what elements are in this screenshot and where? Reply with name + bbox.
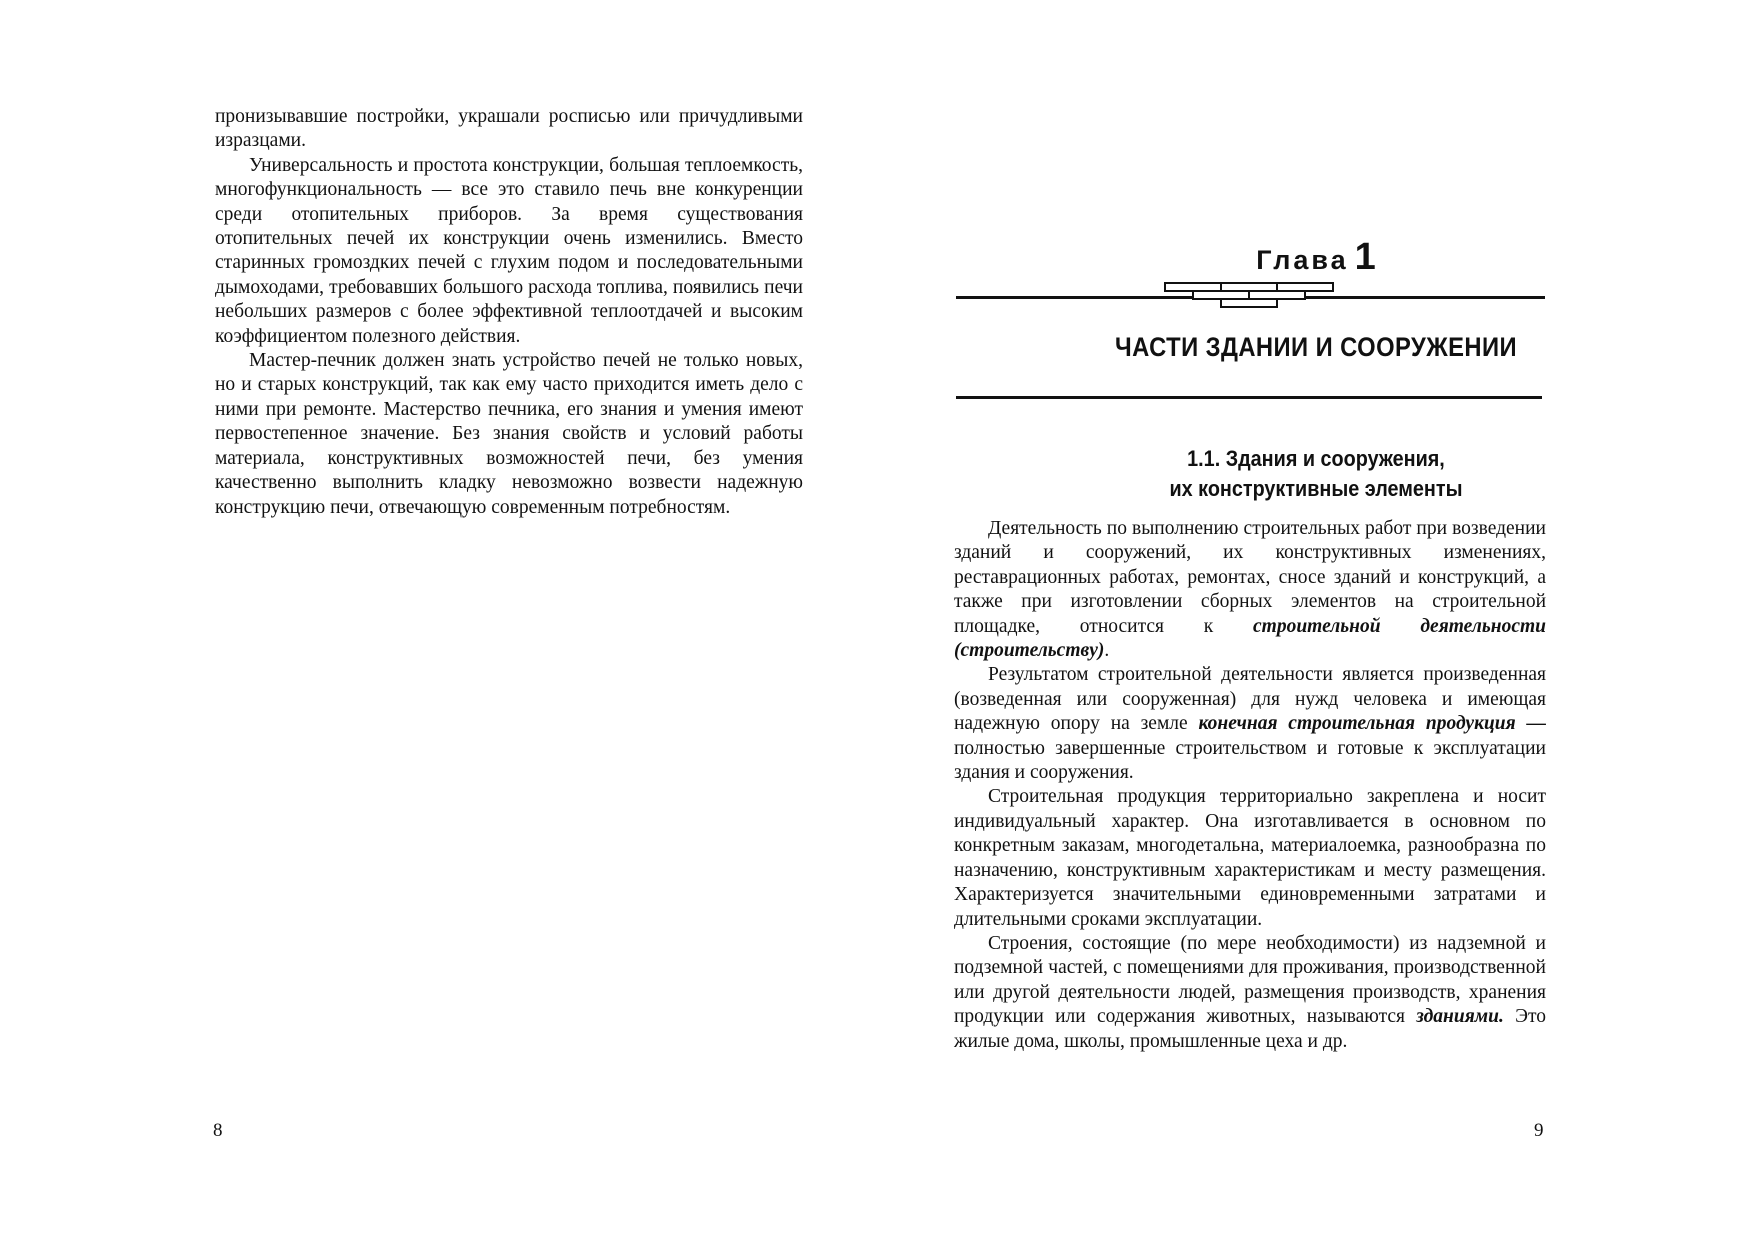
chapter-label <box>877 236 1755 279</box>
left-page-number: 8 <box>213 1120 223 1141</box>
right-paragraph-2: Результатом строительной деятельности является произведенная (возведенная или сооруженная) для нужд человека и имеющая надежную опору на земле конечная строительная продукция — полностью завершенные строительством и готовые к эксплуатации здания и сооружения. <box>954 664 1546 784</box>
term-final-product: конечная строительная продукция — <box>1198 713 1546 735</box>
left-page-body <box>215 105 803 520</box>
left-paragraph-3: Мастер-печник должен знать устройство печей не только новых, но и старых конструкций, так как ему часто приходится иметь дело с ними при ремонте. Мастерство печника, его знания и умения имеют первостепенное значение. Без знания свойств и условий работы материала, конструктивных возможностей печи, без умения качественно выполнить кладку невозможно возвести надежную конструкцию печи, отвечающую современным потребностям. <box>215 350 803 518</box>
chapter-rule-bottom <box>956 396 1542 399</box>
right-page-number: 9 <box>1534 1120 1544 1141</box>
brick-ornament-icon <box>1164 282 1334 324</box>
left-paragraph-2: Универсальность и простота конструкции, большая теплоемкость, многофункциональность — все это ставило печь вне конкуренции среди отопительных приборов. За время существования отопительных печей их конструкции очень изменились. Вместо старинных громоздких печей с глухим подом и последовательными дымоходами, требовавших большого расхода топлива, появились печи небольших размеров с более эффективной теплоотдачей и высоким коэффициентом полезного действия. <box>215 154 803 347</box>
right-page-body <box>954 517 1546 1054</box>
chapter-title: ЧАСТИ ЗДАНИИ И СООРУЖЕНИИ <box>1114 332 1518 362</box>
chapter-number: 1 <box>1354 236 1376 278</box>
right-paragraph-3: Строительная продукция территориально закреплена и носит индивидуальный характер. Она изготавливается в основном по конкретным заказам, многодетальна, материалоемка, разнообразна по назначению, конструктивным характеристикам и месту размещения. Характеризуется значительными единовременными затратами и длительными сроками эксплуатации. <box>954 786 1546 930</box>
right-paragraph-1: Деятельность по выполнению строительных работ при возведении зданий и сооружений, их конструктивных изменениях, реставрационных работах, ремонтах, сносе зданий и конструкций, а также при изготовлении сборных элементов на строительной площадке, относится к строительной деятельности (строительству). <box>954 518 1546 662</box>
left-page <box>0 0 877 1240</box>
section-title-line-1: 1.1. Здания и сооружения, <box>1187 446 1445 471</box>
right-page <box>877 0 1755 1240</box>
term-buildings: зданиями. <box>1416 1006 1504 1028</box>
term-construction-activity: строительной деятельности (строительству) <box>954 615 1546 662</box>
section-title-line-2: их конструктивные элементы <box>1169 476 1463 501</box>
section-title <box>921 444 1711 504</box>
left-paragraph-1: пронизывавшие постройки, украшали росписью или причудливыми изразцами. <box>215 106 803 152</box>
chapter-word: Глава <box>1256 245 1349 275</box>
right-paragraph-4: Строения, состоящие (по мере необходимости) из надземной и подземной частей, с помещениями для проживания, производственной или другой деятельности людей, размещения производств, хранения продукции или содержания животных, называются зданиями. Это жилые дома, школы, промышленные цеха и др. <box>954 932 1546 1052</box>
